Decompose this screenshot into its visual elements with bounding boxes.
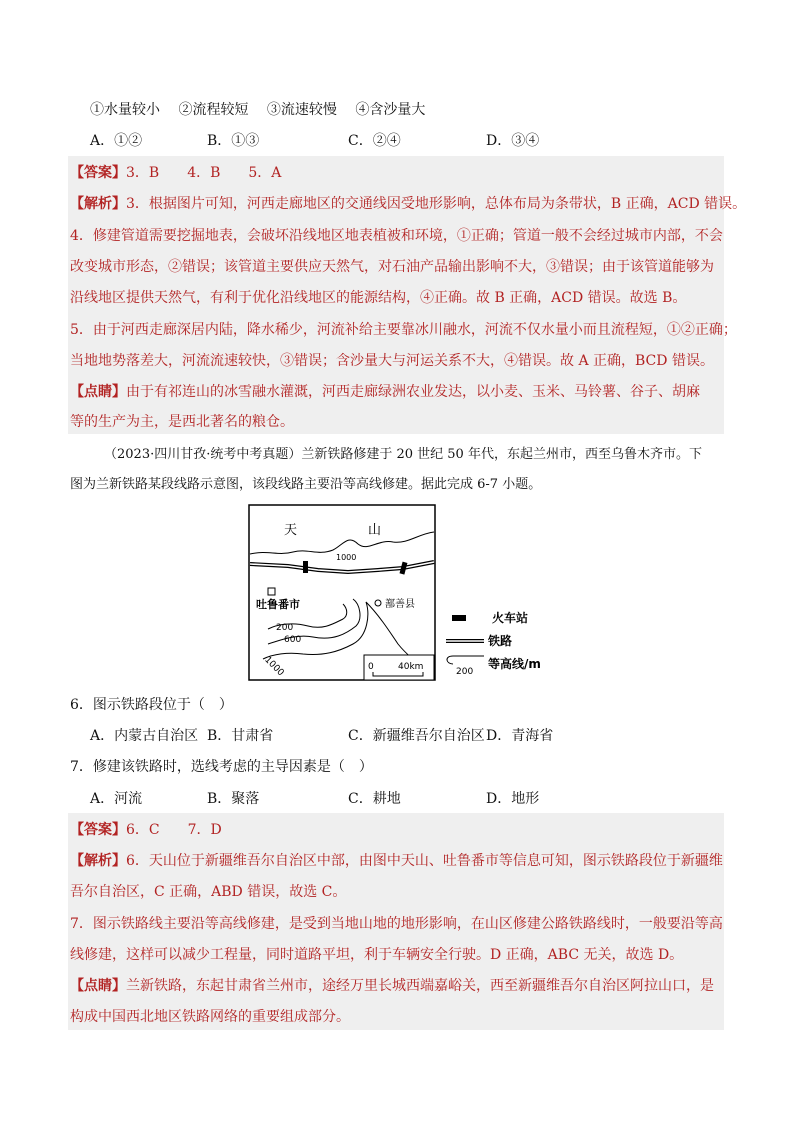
answer-label: 【答案】: [70, 165, 126, 181]
analysis-line-4: 沿线地区提供天然气，有利于优化沿线地区的能源结构，④正确。故 B 正确，ACD 错误。故选 B。: [70, 290, 687, 306]
q7-option-c: C．耕地: [348, 791, 401, 807]
legend-contour-icon: [447, 656, 484, 664]
answer2-label: 【答案】: [70, 822, 126, 838]
label-tian: 天: [284, 523, 298, 538]
tip-line-2: 等的生产为主，是西北著名的粮仓。: [70, 414, 294, 430]
answer-text: 3．B 4．B 5．A: [126, 165, 282, 181]
analysis2-line-1: [70, 852, 794, 870]
q7-option-d: D．地形: [486, 791, 540, 807]
answer2-line-1: [70, 821, 794, 839]
q6-option-c: C．新疆维吾尔自治区: [348, 728, 485, 744]
legend-station-icon: [452, 615, 466, 621]
label-scale-zero: 0: [368, 662, 374, 672]
tip2-label: 【点睛】: [70, 978, 126, 994]
analysis2-label: 【解析】: [70, 853, 126, 869]
analysis-line-6: 当地地势落差大，河流流速较快，③错误；含沙量大与河运关系不大，④错误。故 A 正确，BCD 错误。: [70, 353, 714, 369]
q7-option-a: A．河流: [90, 791, 143, 807]
label-contour-1000-bottom: 1000: [262, 655, 286, 679]
legend-station-label: 火车站: [492, 611, 529, 625]
tip2-line-2: 构成中国西北地区铁路网络的重要组成部分。: [70, 1009, 350, 1025]
analysis-line-3: 改变城市形态，②错误；该管道主要供应天然气，对石油产品输出影响不大，③错误；由于该管道能够为: [70, 259, 714, 275]
analysis-label: 【解析】: [70, 196, 126, 212]
intro-line-2: 图为兰新铁路某段线路示意图，该段线路主要沿等高线修建。据此完成 6-7 小题。: [70, 477, 542, 492]
analysis-text: 3．根据图片可知，河西走廊地区的交通线因受地形影响，总体布局为条带状，B 正确，ACD 错误。: [126, 196, 747, 212]
train-station-1: [303, 561, 308, 573]
analysis2-line-2: 吾尔自治区，C 正确，ABD 错误，故选 C。: [70, 884, 347, 900]
legend-contour-label: 等高线/m: [488, 657, 541, 671]
q5-option-d: D．③④: [486, 133, 540, 149]
label-contour-600: 600: [284, 635, 302, 645]
analysis2-line-3: 7．图示铁路线主要沿等高线修建，是受到当地山地的地形影响，在山区修建公路铁路线时，一般要沿等高: [70, 916, 723, 932]
q6-option-a: A．内蒙古自治区: [90, 728, 199, 744]
legend-railway-label: 铁路: [488, 634, 513, 648]
tip2-text: 兰新铁路，东起甘肃省兰州市，途经万里长城西端嘉峪关，西至新疆维吾尔自治区阿拉山口，是: [126, 978, 714, 994]
q6-option-d: D．青海省: [486, 728, 554, 744]
q5-option-c: C．②④: [348, 133, 401, 149]
tip2-line-1: [70, 977, 794, 995]
tip-label: 【点睛】: [70, 384, 126, 400]
label-shanshan: 鄯善县: [385, 599, 415, 610]
q6-option-b: B．甘肃省: [207, 728, 274, 744]
analysis-line-1: [70, 195, 794, 213]
label-scale-km: 40km: [398, 662, 424, 672]
turpan-marker: [268, 588, 275, 595]
analysis-line-2: 4．修建管道需要挖掘地表，会破坏沿线地区地表植被和环境，①正确；管道一般不会经过城市内部，不会: [70, 228, 723, 244]
q5-items: ①水量较小 ②流程较短 ③流速较慢 ④含沙量大: [90, 102, 426, 118]
tip-text: 由于有祁连山的冰雪融水灌溉，河西走廊绿洲农业发达，以小麦、玉米、马铃薯、谷子、胡麻: [126, 384, 700, 400]
analysis2-text: 6．天山位于新疆维吾尔自治区中部，由图中天山、吐鲁番市等信息可知，图示铁路段位于新疆维: [126, 853, 723, 869]
railway-map: [248, 504, 558, 684]
label-contour-200: 200: [276, 623, 294, 633]
intro-line-1: （2023·四川甘孜·统考中考真题）兰新铁路修建于 20 世纪 50 年代，东起兰州市，西至乌鲁木齐市。下: [104, 447, 702, 462]
legend-contour-value: 200: [456, 667, 474, 677]
label-shan: 山: [368, 523, 382, 538]
analysis2-line-4: 线修建，这样可以减少工程量，同时道路平坦，利于车辆安全行驶。D 正确，ABC 无关，故选 D。: [70, 947, 684, 963]
tip-line-1: [70, 383, 794, 401]
q5-option-b: B．①③: [207, 133, 260, 149]
answer-line-1: [70, 164, 794, 182]
q7-stem: 7．修建该铁路时，选线考虑的主导因素是（ ）: [70, 759, 373, 775]
q6-stem: 6．图示铁路段位于（ ）: [70, 697, 233, 713]
label-turpan: 吐鲁番市: [256, 598, 300, 611]
analysis-line-5: 5．由于河西走廊深居内陆，降水稀少，河流补给主要靠冰川融水，河流不仅水量小而且流程短，①②正确；: [70, 322, 737, 338]
answer2-text: 6．C 7．D: [126, 822, 222, 838]
shanshan-marker: [375, 600, 381, 606]
q5-option-a: A．①②: [90, 133, 143, 149]
label-contour-1000-top: 1000: [336, 553, 357, 562]
q7-option-b: B．聚落: [207, 791, 260, 807]
